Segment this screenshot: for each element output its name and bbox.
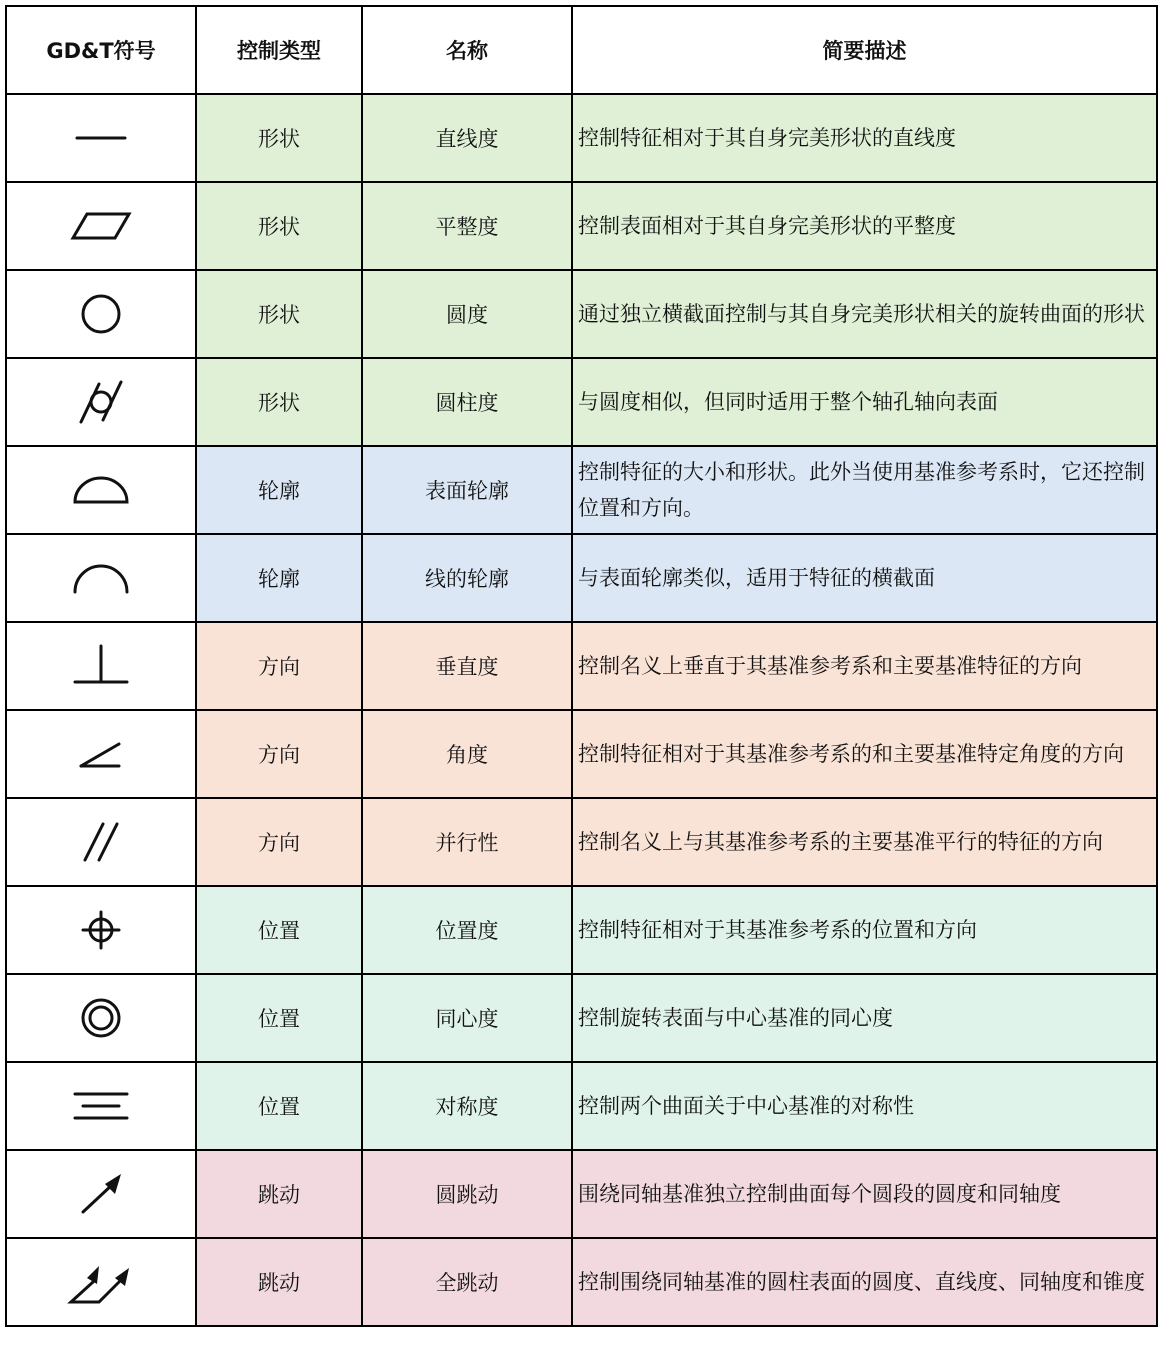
circular-runout-icon: [51, 1164, 151, 1224]
symbol-cell: [6, 622, 196, 710]
symbol-cell: [6, 1062, 196, 1150]
table-row: [6, 886, 1157, 974]
symbol-cell: [6, 710, 196, 798]
gdt-symbols-table: [5, 5, 1158, 1327]
control-type-cell: 方向: [196, 710, 362, 798]
description-cell: 控制名义上与其基准参考系的主要基准平行的特征的方向: [572, 798, 1157, 886]
control-type-cell: 形状: [196, 358, 362, 446]
header-description: 简要描述: [572, 6, 1157, 94]
description-cell: 控制特征相对于其基准参考系的位置和方向: [572, 886, 1157, 974]
table-row: [6, 1062, 1157, 1150]
name-cell: 角度: [362, 710, 572, 798]
table-row: [6, 94, 1157, 182]
symbol-cell: [6, 1150, 196, 1238]
name-cell: 同心度: [362, 974, 572, 1062]
symbol-cell: [6, 270, 196, 358]
table-row: [6, 270, 1157, 358]
description-cell: 控制特征的大小和形状。此外当使用基准参考系时，它还控制位置和方向。: [572, 446, 1157, 534]
description-cell: 控制围绕同轴基准的圆柱表面的圆度、直线度、同轴度和锥度: [572, 1238, 1157, 1326]
description-cell: 围绕同轴基准独立控制曲面每个圆段的圆度和同轴度: [572, 1150, 1157, 1238]
description-cell: 控制特征相对于其基准参考系的和主要基准特定角度的方向: [572, 710, 1157, 798]
angularity-icon: [51, 724, 151, 784]
profile-surface-icon: [51, 460, 151, 520]
table-row: [6, 974, 1157, 1062]
circularity-icon: [51, 284, 151, 344]
symbol-cell: [6, 798, 196, 886]
symbol-cell: [6, 182, 196, 270]
description-cell: 控制两个曲面关于中心基准的对称性: [572, 1062, 1157, 1150]
name-cell: 圆度: [362, 270, 572, 358]
position-icon: [51, 900, 151, 960]
table-row: [6, 446, 1157, 534]
parallelism-icon: [51, 812, 151, 872]
table-row: [6, 358, 1157, 446]
flatness-icon: [51, 196, 151, 256]
control-type-cell: 轮廓: [196, 534, 362, 622]
table-row: [6, 1238, 1157, 1326]
description-cell: 控制名义上垂直于其基准参考系和主要基准特征的方向: [572, 622, 1157, 710]
description-cell: 控制特征相对于其自身完美形状的直线度: [572, 94, 1157, 182]
description-cell: 控制表面相对于其自身完美形状的平整度: [572, 182, 1157, 270]
control-type-cell: 方向: [196, 798, 362, 886]
control-type-cell: 方向: [196, 622, 362, 710]
concentricity-icon: [51, 988, 151, 1048]
description-cell: 控制旋转表面与中心基准的同心度: [572, 974, 1157, 1062]
control-type-cell: 位置: [196, 886, 362, 974]
name-cell: 对称度: [362, 1062, 572, 1150]
table-row: [6, 710, 1157, 798]
symbol-cell: [6, 446, 196, 534]
table-row: [6, 622, 1157, 710]
control-type-cell: 形状: [196, 182, 362, 270]
control-type-cell: 形状: [196, 270, 362, 358]
name-cell: 并行性: [362, 798, 572, 886]
perpendicularity-icon: [51, 636, 151, 696]
control-type-cell: 位置: [196, 1062, 362, 1150]
symbol-cell: [6, 534, 196, 622]
header-row: [6, 6, 1157, 94]
header-control-type: 控制类型: [196, 6, 362, 94]
symbol-cell: [6, 358, 196, 446]
name-cell: 圆柱度: [362, 358, 572, 446]
name-cell: 垂直度: [362, 622, 572, 710]
straightness-icon: [51, 108, 151, 168]
table-row: [6, 534, 1157, 622]
description-cell: 通过独立横截面控制与其自身完美形状相关的旋转曲面的形状: [572, 270, 1157, 358]
description-cell: 与圆度相似，但同时适用于整个轴孔轴向表面: [572, 358, 1157, 446]
symmetry-icon: [51, 1076, 151, 1136]
name-cell: 全跳动: [362, 1238, 572, 1326]
name-cell: 直线度: [362, 94, 572, 182]
cylindricity-icon: [51, 372, 151, 432]
symbol-cell: [6, 974, 196, 1062]
symbol-cell: [6, 886, 196, 974]
total-runout-icon: [51, 1252, 151, 1312]
control-type-cell: 跳动: [196, 1150, 362, 1238]
name-cell: 线的轮廓: [362, 534, 572, 622]
control-type-cell: 位置: [196, 974, 362, 1062]
symbol-cell: [6, 94, 196, 182]
name-cell: 平整度: [362, 182, 572, 270]
header-symbol: GD&T符号: [6, 6, 196, 94]
profile-line-icon: [51, 548, 151, 608]
header-name: 名称: [362, 6, 572, 94]
name-cell: 圆跳动: [362, 1150, 572, 1238]
control-type-cell: 跳动: [196, 1238, 362, 1326]
name-cell: 位置度: [362, 886, 572, 974]
control-type-cell: 形状: [196, 94, 362, 182]
name-cell: 表面轮廓: [362, 446, 572, 534]
description-cell: 与表面轮廓类似，适用于特征的横截面: [572, 534, 1157, 622]
control-type-cell: 轮廓: [196, 446, 362, 534]
table-row: [6, 798, 1157, 886]
symbol-cell: [6, 1238, 196, 1326]
table-row: [6, 1150, 1157, 1238]
table-row: [6, 182, 1157, 270]
